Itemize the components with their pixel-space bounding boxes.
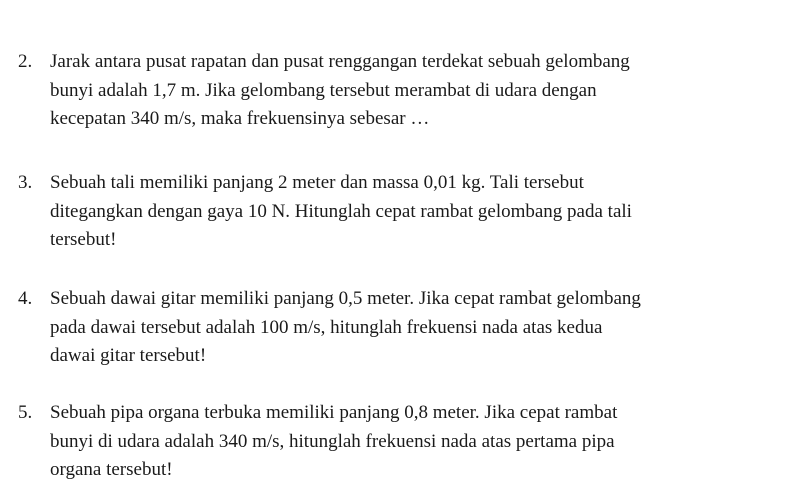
question-line: Sebuah tali memiliki panjang 2 meter dan massa 0,01 kg. Tali tersebut bbox=[50, 172, 584, 193]
question-line: bunyi adalah 1,7 m. Jika gelombang tersebut merambat di udara dengan bbox=[50, 79, 597, 101]
question-text bbox=[50, 48, 788, 134]
question-text bbox=[50, 169, 788, 255]
question-line: Sebuah dawai gitar memiliki panjang 0,5 meter. Jika cepat rambat gelombang bbox=[50, 288, 641, 309]
question-text bbox=[50, 285, 788, 371]
question-line: organa tersebut! bbox=[50, 459, 173, 480]
question-line: ditegangkan dengan gaya 10 N. Hitunglah cepat rambat gelombang pada tali bbox=[50, 200, 632, 222]
question-line: Jarak antara pusat rapatan dan pusat renggangan terdekat sebuah gelombang bbox=[50, 51, 630, 72]
question-number: 3. bbox=[18, 172, 33, 193]
question-line: dawai gitar tersebut! bbox=[50, 345, 207, 366]
question-number: 2. bbox=[18, 51, 33, 72]
question-line: tersebut! bbox=[50, 229, 117, 250]
question-number: 4. bbox=[18, 288, 33, 309]
question-line: bunyi di udara adalah 340 m/s, hitunglah frekuensi nada atas pertama pipa bbox=[50, 430, 615, 452]
question-number: 5. bbox=[18, 402, 33, 423]
question-line: pada dawai tersebut adalah 100 m/s, hitunglah frekuensi nada atas kedua bbox=[50, 316, 603, 338]
question-line: kecepatan 340 m/s, maka frekuensinya sebesar … bbox=[50, 108, 430, 129]
question-line: Sebuah pipa organa terbuka memiliki panjang 0,8 meter. Jika cepat rambat bbox=[50, 402, 618, 423]
question-text bbox=[50, 399, 788, 485]
